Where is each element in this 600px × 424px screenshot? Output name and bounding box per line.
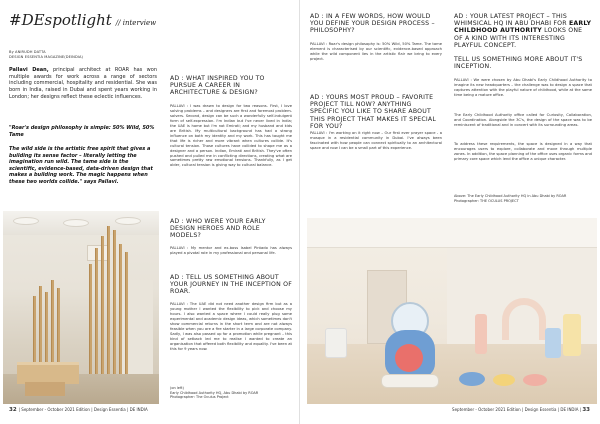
caption-label: (on left) [170,386,184,390]
caption-text: Early Childhood Authority HQ, Abu Dhabi by ROAR [170,390,259,395]
caption-photographer-right: Photographer: THE OCULUS PROJECT [454,198,519,203]
question-heroes: AD : WHO WERE YOUR EARLY DESIGN HEROES AND ROLE MODELS? [170,218,266,240]
byline-author: By ANIRUDH DATTA [9,50,46,54]
philosophy-quote [9,125,157,138]
answer-inspiration: PALLAVI : I was drawn to design for two reasons. First, I love solving problems – and designers are first and foremost problem-solvers. Second, design can be such a wonderfully self-indulgent form of self-expression. I'm Indian but I've never lived in India; the UAE is home but I'm not Emirati; and my husband and kids are British. My multicultural background has had a strong influence on both my identity and my work. This has taught me that life is richer and more vibrant when cultures collide. It's cultural tension. Those cultures have collided to shape me as a designer and a person. Indian, Emirati and British. They've often pushed and pulled me in conflicting directions, creating what are sometimes pretty raw emotional tensions. Thankfully, as I get older, cultural tension is giving way to cultural balance. [170,104,292,168]
quote-body: The wild side is the artistic free spirit that gives a building its sense factor – literally letting the imagination run wild. The tame side is the scientific, evidence-based, data-driven design that makes a building work. The magic happens when these two worlds collide." says Pallavi. [9,146,153,185]
right-page [300,0,600,424]
intro-paragraph [9,67,157,100]
article-title [9,13,156,28]
right-footer [452,407,592,413]
answer-heroes: PALLAVI : My mentor and ex-boss Isabel Pintado has always played a pivotal role in my professional and personal life. [170,246,292,255]
byline-publication: DESIGN ESSENTIA MAGAZINE(DEINDIA) [9,54,84,59]
question-journey: AD : TELL US SOMETHING ABOUT YOUR JOURNEY IN THE INCEPTION OF ROAR. [170,274,292,296]
question-bold: EARLY CHILDHOOD AUTHORITY [454,20,592,35]
answer-philosophy: PALLAVI : Roar's design philosophy is: 50% Wild, 50% Tame. The tame element is characterised by our scientific, evidence-based approach while the wild component lies in the artistic flair we bring to every project. [310,42,442,61]
answer-favorite-project: PALLAVI : I'm working on it right now – Our first ever prayer space - a mosque in a residential community in Dubai. I've always been fascinated with how people can connect spiritually to an architectural space and now I can be a small part of this experience. [310,131,442,150]
interior-photo-playful [307,218,597,404]
question-tail: LOOKS ONE OF A KIND WITH ITS INTERESTING PLAYFUL CONCEPT. [454,27,583,49]
wild-tame-quote [9,146,157,186]
answer-3cs: The Early Childhood Authority office called for Curiosity, Collaboration, and Coordination. Alongside the 3C's, the design of the space was to be reminiscent of traditional and in concert with its surrounding areas. [454,113,592,127]
question-latest-project [454,13,592,49]
answer-space-planning: To address these requirements, the space is designed in a way that encourages users to explore, collaborate and move through multiple zones. In addition, the space planning of the office uses organic forms and primary core space which lend the office a unique character. [454,142,592,161]
title-suffix: // interview [115,19,157,27]
question-lead: AD : YOUR LATEST PROJECT – THIS WHIMSICAL HQ IN ABU DHABI FOR [454,13,567,28]
answer-journey: PALLAVI : The UAE did not need another design firm but as a young mother I wanted the flexibility to pick and choose my hours. I also wanted a space where I could really plug some experimental and academic design ideas, which sometimes don't show commercial returns in the short term and are not always feasible when you are a fire starter in a large corporate company. Sadly, I was also passed up for a promotion while pregnant – this kind of setback led me to realise I wanted to create an organisation that offered both flexibility and equality. I've been at this for 9 years now. [170,302,292,351]
question-inspiration: AD : WHAT INSPIRED YOU TO PURSUE A CAREER IN ARCHITECTURE & DESIGN? [170,75,265,97]
caption-text-right: The Early Childhood Authority HQ in Abu Dhabi by ROAR [467,194,567,198]
intro-name: Pallavi Dean, [9,67,49,73]
left-footer [9,407,148,413]
intro-text: principal architect at ROAR has won multiple awards for work across a range of sectors including commercial, hospitality and residential. She was born in India, raised in Dubai and spent years working in London; her designs reflect these eclectic influences. [9,67,157,100]
page-number-left: 32 [9,407,17,413]
right-photo-caption [454,194,592,203]
question-favorite-project: AD : YOURS MOST PROUD – FAVORITE PROJECT TILL NOW? ANYTHING SPECIFIC YOU LIKE TO SHARE ABOUT THIS PROJECT THAT MAKES IT SPECIAL FOR YOU? [310,94,436,130]
caption-photographer: Photographer: The Oculus Project [170,395,229,400]
question-philosophy: AD : IN A FEW WORDS, HOW WOULD YOU DEFINE YOUR DESIGN PROCESS – PHILOSOPHY? [310,13,435,35]
footer-text-left: | September - October 2021 Edition | Design Essentia | DE INDIA [18,407,148,412]
title-hashtag: #DEspotlight [9,11,112,29]
interior-photo-slats [3,211,159,404]
page-number-right: 33 [582,407,590,413]
byline [9,50,129,60]
caption-label-right: Above: [454,194,467,198]
quote-line: "Roar's design philosophy is simple: 50% Wild, 50% Tame [9,125,155,138]
footer-text-right: September - October 2021 Edition | Design Essentia | DE INDIA | [452,407,582,412]
left-photo-caption [170,386,294,400]
question-inception: TELL US SOMETHING MORE ABOUT IT'S INCEPTION. [454,56,583,71]
answer-latest-project: PALLAVI : We were chosen by Abu Dhabi's Early Childhood Authority to imagine its new headquarters – the challenge was to design a space that captures attention with the playful nature of childhood, while at the same time being a mature office. [454,78,592,97]
